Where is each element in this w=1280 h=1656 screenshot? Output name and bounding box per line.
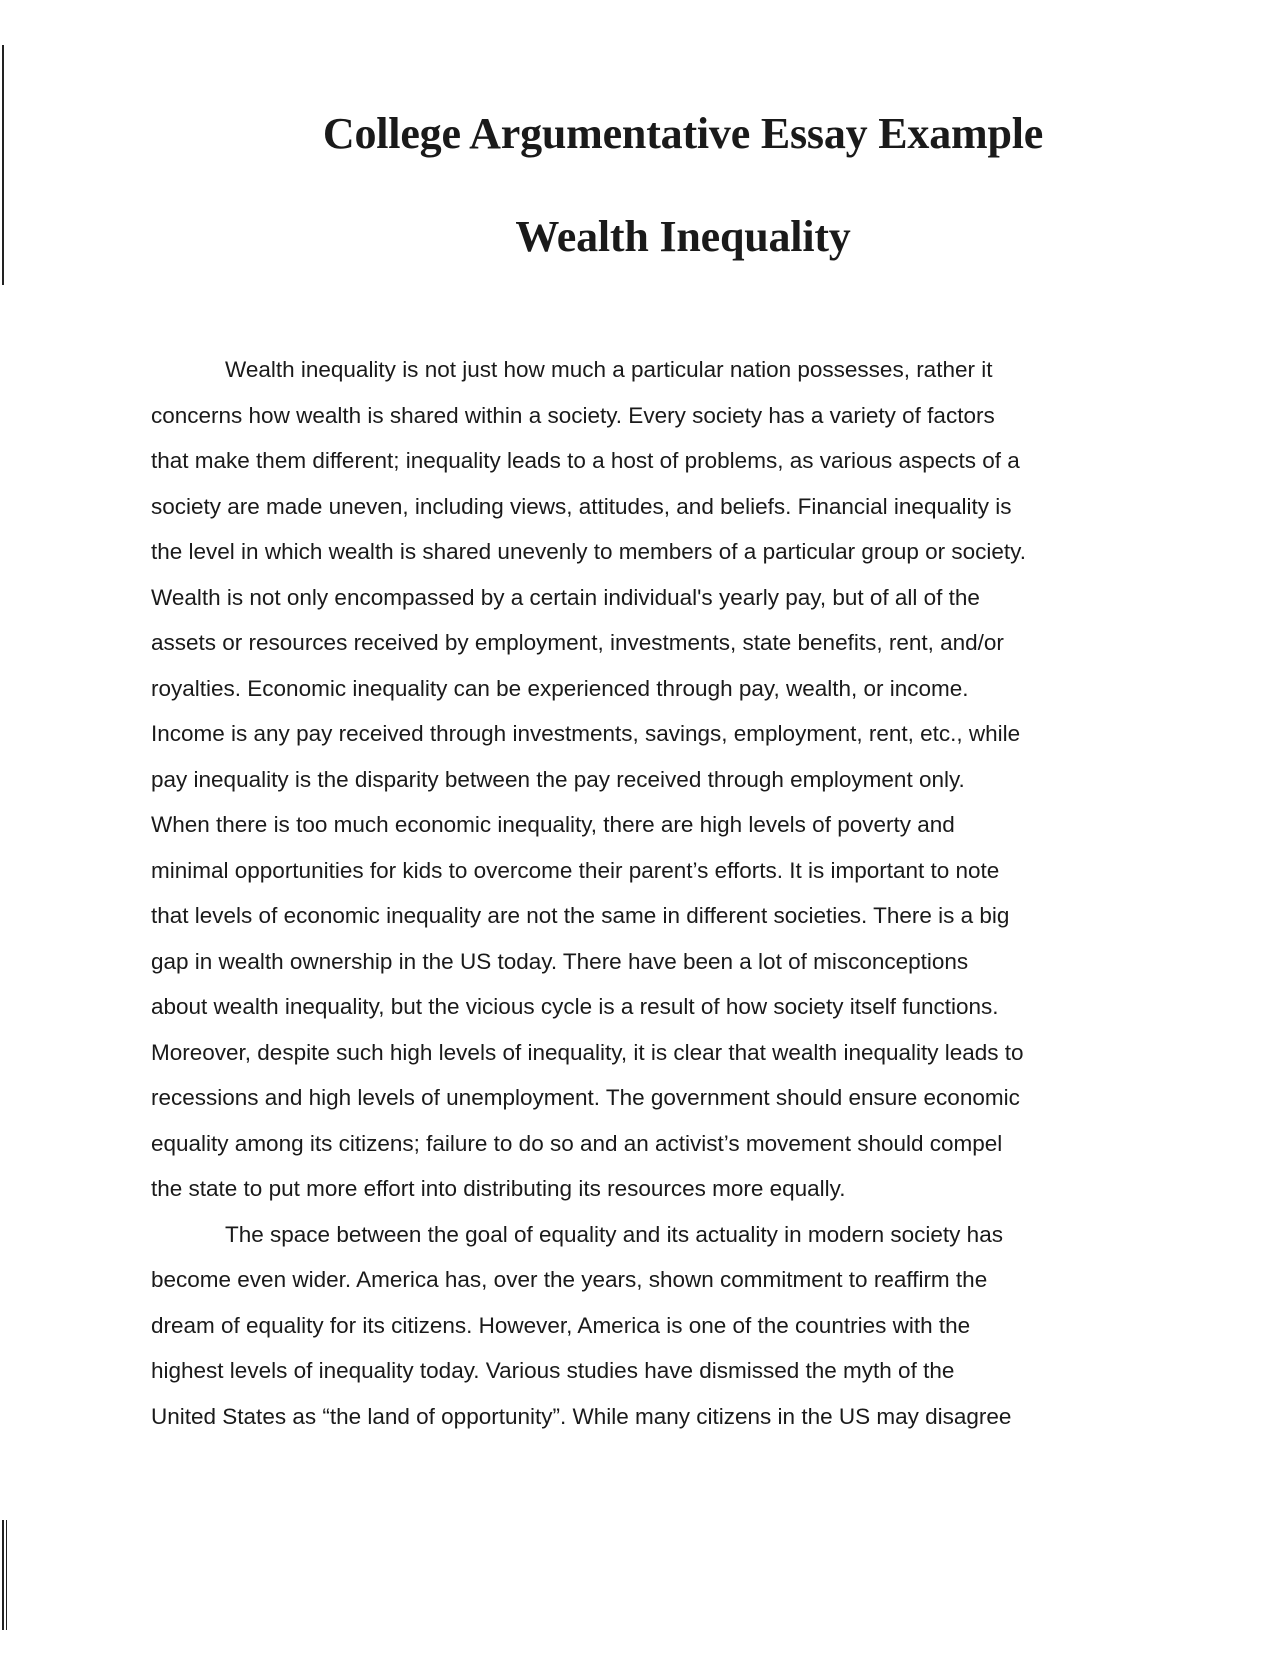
text-line: royalties. Economic inequality can be experienced through pay, wealth, or income. bbox=[151, 675, 969, 701]
essay-body bbox=[151, 347, 1136, 1439]
text-line: equality among its citizens; failure to do so and an activist’s movement should compel bbox=[151, 1130, 1003, 1156]
text-line: minimal opportunities for kids to overcome their parent’s efforts. It is important to note bbox=[151, 857, 1000, 883]
text-line: pay inequality is the disparity between the pay received through employment only. bbox=[151, 766, 965, 792]
text-line: society are made uneven, including views, attitudes, and beliefs. Financial inequality is bbox=[151, 493, 1012, 519]
scan-edge-line bbox=[2, 1520, 4, 1630]
paragraph-1 bbox=[151, 347, 1136, 1212]
text-line: become even wider. America has, over the years, shown commitment to reaffirm the bbox=[151, 1267, 988, 1292]
text-line: gap in wealth ownership in the US today. There have been a lot of misconceptions bbox=[151, 948, 969, 974]
text-line: Wealth is not only encompassed by a certain individual's yearly pay, but of all of the bbox=[151, 584, 980, 610]
text-line: Income is any pay received through investments, savings, employment, rent, etc., while bbox=[151, 721, 1021, 746]
text-line: assets or resources received by employment, investments, state benefits, rent, and/or bbox=[151, 630, 1004, 655]
text-line: that levels of economic inequality are not the same in different societies. There is a big bbox=[151, 903, 1010, 928]
scan-edge-line bbox=[6, 1520, 7, 1630]
text-line: the state to put more effort into distributing its resources more equally. bbox=[151, 1176, 846, 1201]
text-line: the level in which wealth is shared unevenly to members of a particular group or society. bbox=[151, 539, 1027, 564]
text-line: United States as “the land of opportunity”. While many citizens in the US may disagree bbox=[151, 1403, 1012, 1429]
text-line: dream of equality for its citizens. However, America is one of the countries with the bbox=[151, 1312, 971, 1338]
text-line: The space between the goal of equality and its actuality in modern society has bbox=[225, 1221, 1003, 1247]
text-line: concerns how wealth is shared within a society. Every society has a variety of factors bbox=[151, 402, 995, 428]
document-subtitle: Wealth Inequality bbox=[515, 212, 851, 261]
text-line: about wealth inequality, but the vicious cycle is a result of how society itself functions. bbox=[151, 994, 999, 1019]
text-line: that make them different; inequality leads to a host of problems, as various aspects of a bbox=[151, 448, 1020, 473]
text-line: recessions and high levels of unemployment. The government should ensure economic bbox=[151, 1085, 1020, 1110]
text-line: Wealth inequality is not just how much a particular nation possesses, rather it bbox=[225, 357, 993, 382]
text-line: When there is too much economic inequality, there are high levels of poverty and bbox=[151, 812, 955, 837]
paragraph-2 bbox=[151, 1212, 1136, 1440]
document-title: College Argumentative Essay Example bbox=[322, 109, 1044, 158]
text-line: Moreover, despite such high levels of inequality, it is clear that wealth inequality leads to bbox=[151, 1039, 1024, 1065]
text-line: highest levels of inequality today. Various studies have dismissed the myth of the bbox=[151, 1358, 955, 1383]
